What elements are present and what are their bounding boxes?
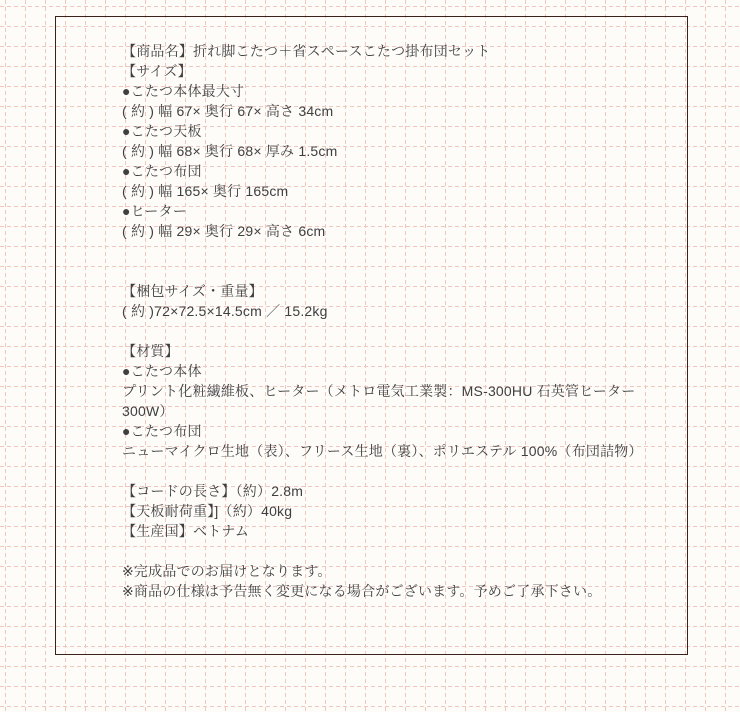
spec-line: ( 約 ) 幅 68× 奥行 68× 厚み 1.5cm	[122, 143, 338, 159]
spec-line: ( 約 ) 幅 67× 奥行 67× 高さ 34cm	[122, 103, 334, 119]
spec-line: 【生産国】ベトナム	[122, 523, 250, 539]
spec-line: ※商品の仕様は予告無く変更になる場合がございます。予めご了承下さい。	[122, 583, 602, 599]
spec-line: 【商品名】折れ脚こたつ＋省スペースこたつ掛布団セット	[122, 43, 491, 59]
section-materials	[122, 341, 669, 461]
spec-line: ●こたつ布団	[122, 163, 202, 179]
section-package-size-weight	[122, 281, 669, 321]
product-spec-panel	[55, 16, 688, 655]
spec-line: ●こたつ天板	[122, 123, 202, 139]
spec-line: ( 約 )72×72.5×14.5cm ／ 15.2kg	[122, 303, 328, 319]
spec-line: 【天板耐荷重】]（約）40kg	[122, 503, 293, 519]
spec-line: ※完成品でのお届けとなります。	[122, 563, 332, 579]
spec-line: ( 約 ) 幅 29× 奥行 29× 高さ 6cm	[122, 223, 326, 239]
spec-line: ●ヒーター	[122, 203, 187, 219]
spec-line: プリント化粧繊維板、ヒーター（メトロ電気工業製：MS-300HU 石英管ヒーター	[122, 383, 636, 399]
spec-line: 【サイズ】	[122, 63, 192, 79]
spec-line: 【梱包サイズ・重量】	[122, 283, 263, 299]
spec-line: ●こたつ布団	[122, 423, 202, 439]
spec-line: 【コードの長さ】（約）2.8m	[122, 483, 304, 499]
section-name-and-size	[122, 41, 669, 241]
spec-line: ●こたつ本体最大寸	[122, 83, 245, 99]
section-other-specs	[122, 481, 669, 541]
section-notes	[122, 561, 669, 601]
spec-line: ●こたつ本体	[122, 363, 202, 379]
spec-line: ニューマイクロ生地（表）、フリース生地（裏）、ポリエステル 100%（布団詰物）	[122, 443, 643, 459]
spec-line: 【材質】	[122, 343, 179, 359]
spec-line: ( 約 ) 幅 165× 奥行 165cm	[122, 183, 289, 199]
spec-line: 300W）	[122, 403, 174, 419]
